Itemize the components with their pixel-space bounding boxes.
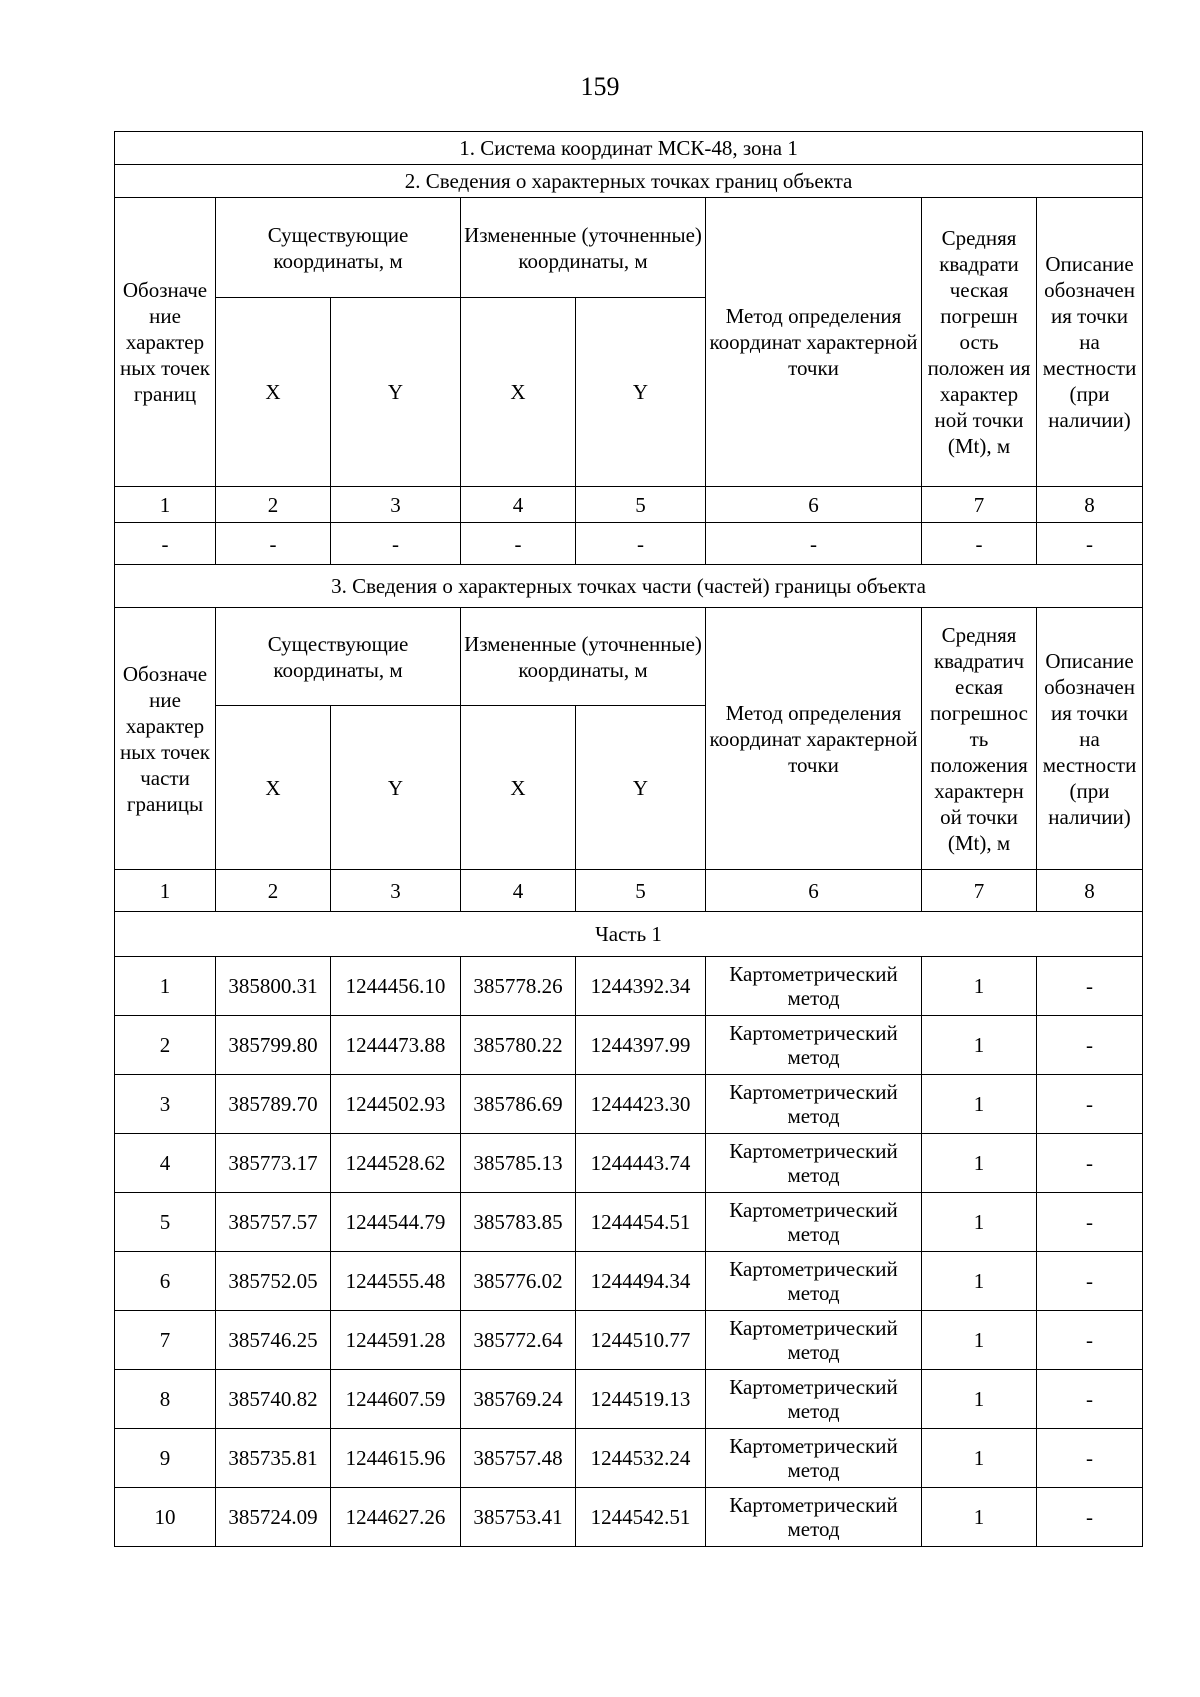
changed-x-cell: 385783.85 xyxy=(461,1193,576,1252)
header-mse: Средняя квадратич еская погрешнос ть положения характерн ой точки (Mt), м xyxy=(922,608,1037,870)
method-cell: Картометрический метод xyxy=(706,1370,922,1429)
existing-y-cell: 1244591.28 xyxy=(331,1311,461,1370)
mse-cell: 1 xyxy=(922,1134,1037,1193)
column-number: 2 xyxy=(216,487,331,523)
existing-x-cell: 385724.09 xyxy=(216,1488,331,1547)
mse-cell: 1 xyxy=(922,1370,1037,1429)
header-description: Описание обозначен ия точки на местности (при наличии) xyxy=(1037,608,1143,870)
method-cell: Картометрический метод xyxy=(706,1075,922,1134)
header-y-existing: Y xyxy=(331,706,461,870)
changed-x-cell: 385786.69 xyxy=(461,1075,576,1134)
mse-cell: 1 xyxy=(922,957,1037,1016)
table-row xyxy=(115,1429,1143,1488)
header-designation: Обозначе ние характер ных точек границ xyxy=(115,198,216,487)
header-x-changed: X xyxy=(461,706,576,870)
empty-cell: - xyxy=(576,523,706,565)
mse-cell: 1 xyxy=(922,1488,1037,1547)
point-number-cell: 4 xyxy=(115,1134,216,1193)
description-cell: - xyxy=(1037,1193,1143,1252)
column-number: 6 xyxy=(706,870,922,912)
empty-cell: - xyxy=(331,523,461,565)
changed-x-cell: 385778.26 xyxy=(461,957,576,1016)
column-number: 1 xyxy=(115,487,216,523)
point-number-cell: 3 xyxy=(115,1075,216,1134)
empty-cell: - xyxy=(1037,523,1143,565)
point-number-cell: 5 xyxy=(115,1193,216,1252)
header-changed-coords: Измененные (уточненные) координаты, м xyxy=(461,198,706,298)
method-cell: Картометрический метод xyxy=(706,1311,922,1370)
mse-cell: 1 xyxy=(922,1075,1037,1134)
changed-y-cell: 1244454.51 xyxy=(576,1193,706,1252)
existing-y-cell: 1244627.26 xyxy=(331,1488,461,1547)
changed-x-cell: 385776.02 xyxy=(461,1252,576,1311)
column-number: 1 xyxy=(115,870,216,912)
mse-cell: 1 xyxy=(922,1311,1037,1370)
changed-y-cell: 1244443.74 xyxy=(576,1134,706,1193)
column-number: 7 xyxy=(922,487,1037,523)
mse-cell: 1 xyxy=(922,1429,1037,1488)
header-y-changed: Y xyxy=(576,298,706,487)
header-x-changed: X xyxy=(461,298,576,487)
description-cell: - xyxy=(1037,1075,1143,1134)
changed-y-cell: 1244532.24 xyxy=(576,1429,706,1488)
existing-y-cell: 1244473.88 xyxy=(331,1016,461,1075)
header-mse: Средняя квадрати ческая погрешн ость положен ия характер ной точки (Mt), м xyxy=(922,198,1037,487)
existing-x-cell: 385740.82 xyxy=(216,1370,331,1429)
description-cell: - xyxy=(1037,1429,1143,1488)
table-row xyxy=(115,1075,1143,1134)
description-cell: - xyxy=(1037,1370,1143,1429)
column-number: 6 xyxy=(706,487,922,523)
description-cell: - xyxy=(1037,1488,1143,1547)
column-number: 4 xyxy=(461,870,576,912)
method-cell: Картометрический метод xyxy=(706,1252,922,1311)
changed-y-cell: 1244494.34 xyxy=(576,1252,706,1311)
table-row xyxy=(115,1016,1143,1075)
existing-y-cell: 1244555.48 xyxy=(331,1252,461,1311)
method-cell: Картометрический метод xyxy=(706,1016,922,1075)
empty-cell: - xyxy=(922,523,1037,565)
description-cell: - xyxy=(1037,957,1143,1016)
section-coordinate-system: 1. Система координат МСК-48, зона 1 xyxy=(115,132,1143,165)
column-number: 2 xyxy=(216,870,331,912)
empty-cell: - xyxy=(115,523,216,565)
table-row xyxy=(115,1134,1143,1193)
boundary-points-table xyxy=(114,131,1143,1547)
column-number: 5 xyxy=(576,870,706,912)
existing-y-cell: 1244528.62 xyxy=(331,1134,461,1193)
changed-y-cell: 1244392.34 xyxy=(576,957,706,1016)
mse-cell: 1 xyxy=(922,1252,1037,1311)
table-row xyxy=(115,957,1143,1016)
existing-y-cell: 1244502.93 xyxy=(331,1075,461,1134)
changed-x-cell: 385785.13 xyxy=(461,1134,576,1193)
existing-x-cell: 385746.25 xyxy=(216,1311,331,1370)
column-number: 8 xyxy=(1037,870,1143,912)
section-boundary-points: 2. Сведения о характерных точках границ объекта xyxy=(115,165,1143,198)
empty-cell: - xyxy=(461,523,576,565)
changed-x-cell: 385780.22 xyxy=(461,1016,576,1075)
column-number: 4 xyxy=(461,487,576,523)
point-number-cell: 2 xyxy=(115,1016,216,1075)
existing-x-cell: 385789.70 xyxy=(216,1075,331,1134)
page-number: 159 xyxy=(580,72,620,101)
description-cell: - xyxy=(1037,1311,1143,1370)
changed-x-cell: 385769.24 xyxy=(461,1370,576,1429)
method-cell: Картометрический метод xyxy=(706,1429,922,1488)
existing-x-cell: 385752.05 xyxy=(216,1252,331,1311)
existing-x-cell: 385735.81 xyxy=(216,1429,331,1488)
mse-cell: 1 xyxy=(922,1193,1037,1252)
existing-x-cell: 385773.17 xyxy=(216,1134,331,1193)
column-number: 7 xyxy=(922,870,1037,912)
header-x-existing: X xyxy=(216,706,331,870)
header-y-changed: Y xyxy=(576,706,706,870)
existing-x-cell: 385800.31 xyxy=(216,957,331,1016)
column-number: 3 xyxy=(331,870,461,912)
changed-y-cell: 1244423.30 xyxy=(576,1075,706,1134)
header-existing-coords: Существующие координаты, м xyxy=(216,198,461,298)
method-cell: Картометрический метод xyxy=(706,957,922,1016)
method-cell: Картометрический метод xyxy=(706,1193,922,1252)
existing-y-cell: 1244544.79 xyxy=(331,1193,461,1252)
header-changed-coords: Измененные (уточненные) координаты, м xyxy=(461,608,706,706)
column-number: 3 xyxy=(331,487,461,523)
changed-x-cell: 385757.48 xyxy=(461,1429,576,1488)
changed-y-cell: 1244542.51 xyxy=(576,1488,706,1547)
existing-y-cell: 1244607.59 xyxy=(331,1370,461,1429)
empty-cell: - xyxy=(706,523,922,565)
header-method: Метод определения координат характерной точки xyxy=(706,608,922,870)
header-existing-coords: Существующие координаты, м xyxy=(216,608,461,706)
column-number: 5 xyxy=(576,487,706,523)
header-y-existing: Y xyxy=(331,298,461,487)
point-number-cell: 8 xyxy=(115,1370,216,1429)
description-cell: - xyxy=(1037,1016,1143,1075)
header-designation: Обозначе ние характер ных точек части границы xyxy=(115,608,216,870)
header-description: Описание обозначен ия точки на местности (при наличии) xyxy=(1037,198,1143,487)
column-number: 8 xyxy=(1037,487,1143,523)
description-cell: - xyxy=(1037,1134,1143,1193)
description-cell: - xyxy=(1037,1252,1143,1311)
point-number-cell: 6 xyxy=(115,1252,216,1311)
empty-cell: - xyxy=(216,523,331,565)
table-row xyxy=(115,1488,1143,1547)
point-number-cell: 9 xyxy=(115,1429,216,1488)
header-x-existing: X xyxy=(216,298,331,487)
part-label: Часть 1 xyxy=(115,912,1143,957)
point-number-cell: 7 xyxy=(115,1311,216,1370)
coordinate-rows xyxy=(115,957,1143,1547)
existing-x-cell: 385757.57 xyxy=(216,1193,331,1252)
table-row xyxy=(115,1193,1143,1252)
changed-x-cell: 385772.64 xyxy=(461,1311,576,1370)
changed-y-cell: 1244519.13 xyxy=(576,1370,706,1429)
mse-cell: 1 xyxy=(922,1016,1037,1075)
point-number-cell: 1 xyxy=(115,957,216,1016)
method-cell: Картометрический метод xyxy=(706,1488,922,1547)
changed-y-cell: 1244510.77 xyxy=(576,1311,706,1370)
table-row xyxy=(115,1370,1143,1429)
existing-y-cell: 1244456.10 xyxy=(331,957,461,1016)
table-row xyxy=(115,1311,1143,1370)
existing-y-cell: 1244615.96 xyxy=(331,1429,461,1488)
existing-x-cell: 385799.80 xyxy=(216,1016,331,1075)
point-number-cell: 10 xyxy=(115,1488,216,1547)
section-part-boundary-points: 3. Сведения о характерных точках части (частей) границы объекта xyxy=(115,565,1143,608)
method-cell: Картометрический метод xyxy=(706,1134,922,1193)
table-row xyxy=(115,1252,1143,1311)
changed-x-cell: 385753.41 xyxy=(461,1488,576,1547)
header-method: Метод определения координат характерной точки xyxy=(706,198,922,487)
changed-y-cell: 1244397.99 xyxy=(576,1016,706,1075)
